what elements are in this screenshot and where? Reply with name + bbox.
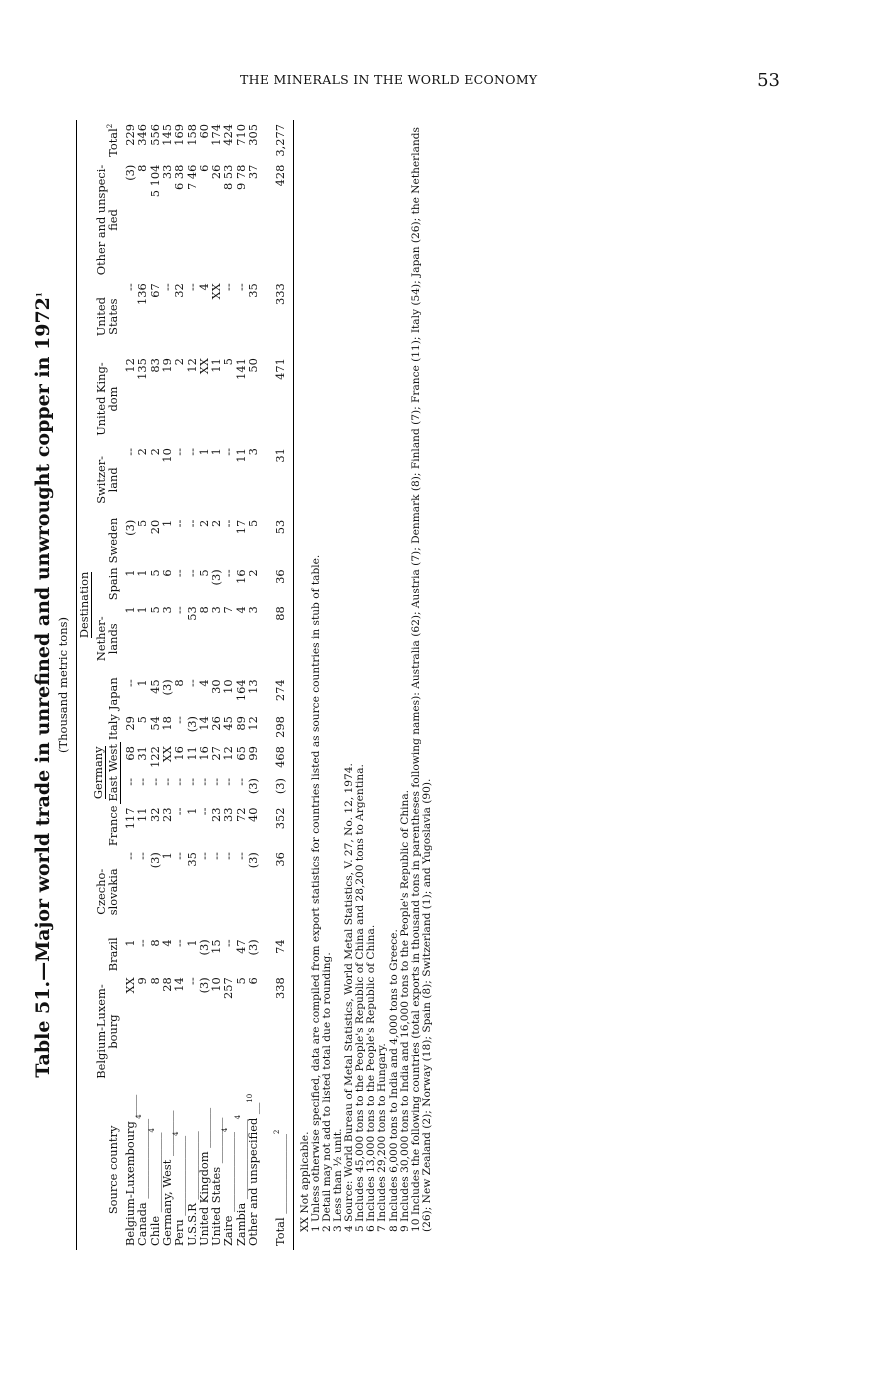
table-title-text: Table 51.—Major world trade in unrefined and unwrought copper in 1972 bbox=[32, 297, 54, 1078]
value-cell: 1 bbox=[159, 519, 174, 527]
value-cell: 5 bbox=[135, 519, 150, 527]
value-cell: 28 bbox=[159, 977, 174, 992]
footnote: 5 Includes 45,000 tons to the People's Republic of China and 28,200 tons to Argentina. bbox=[354, 764, 367, 1232]
value-cell: 10 bbox=[159, 448, 174, 463]
header-col-6: Italy bbox=[106, 714, 121, 741]
source-country-name: Total ______________ bbox=[273, 1134, 288, 1246]
value-cell: -- bbox=[184, 283, 199, 291]
value-cell: -- bbox=[122, 448, 137, 456]
value-cell: -- bbox=[122, 679, 137, 688]
value-cell: (3) bbox=[246, 778, 261, 795]
footnote: 10 Includes the following countries (total exports in thousand tons in parentheses following names): Australia (62); Austria (7); Denmark (8); Finland (7); France (11); Italy (54); Japan (26); the Netherlands (26); New Zealand (2); Norway (18); Spain (8); Switzerland (1); and Yugoslavia (90). bbox=[409, 127, 433, 1232]
footnote: 9 Includes 30,000 tons to India and 16,000 tons to the People's Republic of China. bbox=[398, 789, 411, 1232]
source-country-name: United Kingdom _______ bbox=[196, 1107, 211, 1246]
value-cell: 145 bbox=[159, 124, 174, 146]
value-cell: -- bbox=[172, 778, 187, 786]
value-cell: 23 bbox=[209, 807, 224, 823]
header-col-2: Czecho-slovakia bbox=[93, 868, 121, 916]
value-cell: 136 bbox=[135, 283, 150, 306]
value-cell: -- bbox=[196, 852, 211, 860]
value-cell: 8 53 bbox=[221, 164, 236, 191]
value-cell: -- bbox=[159, 283, 174, 291]
value-cell: 10 bbox=[209, 977, 224, 992]
footnote: 7 Includes 29,200 tons to Hungary. bbox=[376, 1043, 389, 1232]
value-cell: 3,277 bbox=[262, 120, 293, 161]
value-cell: 5 104 bbox=[147, 164, 162, 198]
value-cell: 19 bbox=[159, 358, 174, 373]
value-cell: 2 bbox=[147, 448, 162, 456]
value-cell: 141 bbox=[233, 358, 248, 380]
header-col-9: Spain bbox=[106, 567, 121, 601]
value-cell: 26 bbox=[209, 164, 224, 180]
table-body bbox=[120, 120, 293, 1250]
footnote: 3 Less than ½ unit. bbox=[332, 1128, 345, 1232]
source-country-name: Zambia ______________ bbox=[233, 1119, 248, 1246]
value-cell: 54 bbox=[147, 716, 162, 731]
value-cell: 556 bbox=[147, 124, 162, 146]
value-cell: -- bbox=[184, 448, 199, 456]
value-cell: 11 bbox=[135, 807, 150, 823]
value-cell: 5 bbox=[147, 606, 162, 614]
value-cell: 424 bbox=[221, 124, 236, 146]
header-total-note: 2 bbox=[106, 123, 115, 129]
value-cell: 45 bbox=[147, 679, 162, 694]
value-cell: 40 bbox=[246, 807, 261, 823]
source-country-cell bbox=[247, 1090, 262, 1250]
footnote: XX Not applicable. bbox=[298, 1131, 311, 1232]
source-country-name: Germany, West ________ bbox=[159, 1110, 174, 1246]
value-cell: 11 bbox=[184, 746, 199, 761]
value-cell: (3) bbox=[196, 977, 211, 994]
page-number: 53 bbox=[757, 70, 780, 91]
value-cell: -- bbox=[196, 778, 211, 786]
table-row bbox=[247, 120, 262, 1250]
value-cell: -- bbox=[233, 283, 248, 291]
value-cell: 7 46 bbox=[184, 164, 199, 191]
value-cell: XX bbox=[209, 283, 224, 300]
source-country-note: 4 bbox=[221, 1127, 230, 1133]
value-cell: 20 bbox=[147, 519, 162, 535]
value-cell: 8 bbox=[196, 606, 211, 614]
value-cell: 6 38 bbox=[172, 164, 187, 191]
value-cell: 10 bbox=[221, 679, 236, 694]
value-cell: 471 bbox=[262, 354, 293, 444]
footnote: 2 Detail may not add to listed total due to rounding. bbox=[320, 952, 333, 1232]
value-cell: 2 bbox=[246, 569, 261, 577]
footnote: 1 Unless otherwise specified, data are compiled from export statistics for countries listed as source countries in stub of table. bbox=[309, 554, 322, 1232]
table-row bbox=[222, 120, 234, 1250]
value-cell: -- bbox=[209, 852, 224, 860]
value-cell: -- bbox=[196, 807, 211, 816]
header-col-14: Other and unspeci-fied bbox=[93, 164, 121, 276]
footnote: 6 Includes 13,000 tons to the People's Republic of China. bbox=[365, 924, 378, 1232]
value-cell: 3 bbox=[246, 448, 261, 456]
value-cell: 4 bbox=[196, 679, 211, 687]
running-head bbox=[240, 70, 840, 94]
header-destination: Destination bbox=[77, 571, 91, 639]
value-cell: 5 bbox=[233, 977, 248, 985]
value-cell: 83 bbox=[147, 358, 162, 373]
header-col-3: France bbox=[106, 805, 121, 847]
value-cell: 32 bbox=[147, 807, 162, 823]
value-cell: 333 bbox=[262, 279, 293, 354]
value-cell: (3) bbox=[246, 852, 261, 869]
table-subtitle: (Thousand metric tons) bbox=[56, 616, 70, 754]
value-cell: 174 bbox=[209, 124, 224, 146]
table-row bbox=[136, 120, 148, 1250]
value-cell: 6 bbox=[246, 977, 261, 985]
value-cell: 17 bbox=[233, 519, 248, 535]
source-country-name: Chile ______________ bbox=[147, 1132, 162, 1246]
value-cell: (3) bbox=[262, 774, 293, 804]
value-cell: 158 bbox=[184, 124, 199, 146]
value-cell: 1 bbox=[159, 852, 174, 860]
value-cell: 53 bbox=[184, 606, 199, 621]
value-cell: 11 bbox=[209, 358, 224, 373]
table-total-row bbox=[262, 120, 293, 1250]
value-cell: 2 bbox=[209, 519, 224, 527]
value-cell: -- bbox=[184, 679, 199, 688]
value-cell: 169 bbox=[172, 124, 187, 146]
table-row bbox=[120, 120, 136, 1250]
value-cell: 338 bbox=[262, 973, 293, 1090]
source-country-note: 2 bbox=[273, 1129, 282, 1135]
header-col-1: Brazil bbox=[106, 937, 121, 972]
value-cell: -- bbox=[172, 448, 187, 456]
value-cell: 16 bbox=[233, 569, 248, 584]
source-country-note: 10 bbox=[246, 1093, 255, 1103]
header-source-country: Source country bbox=[77, 1090, 121, 1250]
value-cell: 4 bbox=[159, 939, 174, 947]
value-cell: -- bbox=[172, 569, 187, 578]
value-cell: (3) bbox=[159, 679, 174, 696]
value-cell: 1 bbox=[209, 448, 224, 456]
table-row bbox=[173, 120, 185, 1250]
value-cell: 23 bbox=[159, 807, 174, 823]
value-cell: 352 bbox=[262, 804, 293, 849]
source-country-name: Canada ______________ bbox=[135, 1118, 150, 1246]
value-cell: 12 bbox=[221, 746, 236, 761]
header-col-8: Nether-lands bbox=[93, 616, 121, 662]
source-country-name: Zaire ______________ bbox=[221, 1132, 236, 1246]
value-cell: 33 bbox=[159, 164, 174, 180]
value-cell: 274 bbox=[262, 675, 293, 712]
header-col-13: United States bbox=[93, 297, 121, 337]
source-country-note: 4 bbox=[135, 1114, 144, 1119]
value-cell: 468 bbox=[262, 742, 293, 774]
value-cell: 60 bbox=[196, 124, 211, 139]
value-cell: -- bbox=[172, 716, 187, 724]
value-cell: -- bbox=[172, 852, 187, 860]
value-cell: 1 bbox=[122, 569, 137, 577]
value-cell: -- bbox=[221, 448, 236, 456]
value-cell: 14 bbox=[172, 977, 187, 992]
value-cell: XX bbox=[159, 746, 174, 763]
value-cell: 298 bbox=[262, 712, 293, 742]
value-cell: -- bbox=[221, 519, 236, 528]
value-cell: 99 bbox=[246, 746, 261, 761]
value-cell: 18 bbox=[159, 716, 174, 731]
value-cell: 11 bbox=[233, 448, 248, 463]
table-row bbox=[186, 120, 198, 1250]
value-cell: 5 bbox=[221, 358, 236, 366]
value-cell: 5 bbox=[246, 519, 261, 527]
value-cell: 1 bbox=[122, 939, 137, 947]
value-cell: -- bbox=[172, 807, 187, 816]
source-country-note: 4 bbox=[233, 1114, 242, 1120]
value-cell: 428 bbox=[262, 161, 293, 280]
value-cell: (3) bbox=[184, 716, 199, 733]
source-country-name: Peru ______________ bbox=[172, 1135, 187, 1246]
value-cell: -- bbox=[209, 778, 224, 786]
value-cell: 16 bbox=[172, 746, 187, 761]
value-cell: 8 bbox=[147, 939, 162, 947]
header-total-text: Total bbox=[106, 128, 121, 157]
value-cell: -- bbox=[159, 778, 174, 786]
header-germany: Germany bbox=[91, 746, 106, 800]
value-cell: 65 bbox=[233, 746, 248, 761]
value-cell: (3) bbox=[122, 519, 137, 536]
header-col-10: Sweden bbox=[106, 517, 121, 564]
value-cell: 2 bbox=[196, 519, 211, 527]
value-cell: -- bbox=[184, 519, 199, 528]
value-cell: 72 bbox=[233, 807, 248, 823]
value-cell: 2 bbox=[172, 358, 187, 366]
value-cell: 12 bbox=[122, 358, 137, 373]
value-cell: 36 bbox=[262, 565, 293, 602]
value-cell: -- bbox=[184, 977, 199, 985]
value-cell: -- bbox=[221, 283, 236, 291]
value-cell: -- bbox=[233, 852, 248, 860]
value-cell: 1 bbox=[122, 606, 137, 614]
value-cell: 257 bbox=[221, 977, 236, 999]
footnote: 4 Source: World Bureau of Metal Statistics, World Metal Statistics, V. 27, No. 12, 1974. bbox=[343, 763, 356, 1232]
value-cell: -- bbox=[184, 778, 199, 786]
value-cell: -- bbox=[221, 569, 236, 578]
value-cell: -- bbox=[221, 852, 236, 860]
source-country-name: Belgium-Luxembourg ____ bbox=[122, 1094, 137, 1246]
value-cell: 1 bbox=[135, 606, 150, 614]
table-title-note: 1 bbox=[34, 292, 44, 298]
source-country-name: Other and unspecified __ bbox=[246, 1102, 261, 1246]
value-cell: 305 bbox=[246, 124, 261, 146]
value-cell: 29 bbox=[122, 716, 137, 731]
source-country-cell bbox=[262, 1090, 293, 1250]
value-cell: 5 bbox=[135, 716, 150, 724]
value-cell: -- bbox=[135, 852, 150, 860]
value-cell: 31 bbox=[135, 746, 150, 761]
value-cell: -- bbox=[147, 778, 162, 786]
value-cell: XX bbox=[196, 358, 211, 375]
value-cell: 45 bbox=[221, 716, 236, 731]
value-cell: (3) bbox=[196, 939, 211, 956]
value-cell: 30 bbox=[209, 679, 224, 694]
value-cell: -- bbox=[184, 569, 199, 578]
value-cell: 1 bbox=[184, 939, 199, 947]
footnotes bbox=[300, 120, 433, 1250]
value-cell: 88 bbox=[262, 602, 293, 675]
value-cell: 74 bbox=[262, 935, 293, 973]
table-title bbox=[32, 120, 54, 1250]
value-cell: 7 bbox=[221, 606, 236, 614]
header-col-4: East bbox=[105, 776, 120, 802]
value-cell: (3) bbox=[246, 939, 261, 956]
value-cell: 68 bbox=[122, 746, 137, 761]
value-cell: -- bbox=[135, 939, 150, 948]
value-cell: 37 bbox=[246, 164, 261, 180]
value-cell: 4 bbox=[233, 606, 248, 614]
value-cell: -- bbox=[233, 778, 248, 786]
value-cell: 8 bbox=[172, 679, 187, 687]
value-cell: (3) bbox=[122, 164, 137, 181]
value-cell: 6 bbox=[159, 569, 174, 577]
value-cell: (3) bbox=[209, 569, 224, 586]
value-cell: 9 bbox=[135, 977, 150, 985]
header-col-7: Japan bbox=[106, 677, 121, 711]
value-cell: 13 bbox=[246, 679, 261, 694]
value-cell: -- bbox=[172, 939, 187, 948]
value-cell: 346 bbox=[135, 124, 150, 146]
source-country-name: United States ________ bbox=[209, 1117, 224, 1246]
value-cell: -- bbox=[221, 939, 236, 948]
value-cell: 1 bbox=[135, 679, 150, 687]
value-cell: 1 bbox=[184, 807, 199, 815]
value-cell: 3 bbox=[246, 606, 261, 614]
value-cell: 33 bbox=[221, 807, 236, 823]
value-cell: 135 bbox=[135, 358, 150, 380]
rotated-table-block bbox=[26, 120, 626, 1250]
value-cell: 35 bbox=[246, 283, 261, 298]
value-cell: 5 bbox=[196, 569, 211, 577]
copper-trade-table bbox=[76, 120, 294, 1250]
value-cell: -- bbox=[122, 778, 137, 786]
value-cell: 8 bbox=[135, 164, 150, 172]
value-cell: 35 bbox=[184, 852, 199, 867]
value-cell: 32 bbox=[172, 283, 187, 298]
value-cell: -- bbox=[135, 778, 150, 786]
value-cell: -- bbox=[172, 519, 187, 528]
value-cell: 12 bbox=[246, 716, 261, 731]
value-cell: 164 bbox=[233, 679, 248, 702]
value-cell: 50 bbox=[246, 358, 261, 373]
value-cell: 8 bbox=[147, 977, 162, 985]
value-cell: 2 bbox=[135, 448, 150, 456]
value-cell: 26 bbox=[209, 716, 224, 731]
value-cell: 710 bbox=[233, 124, 248, 146]
value-cell: 1 bbox=[135, 569, 150, 577]
value-cell: 89 bbox=[233, 716, 248, 731]
value-cell: 4 bbox=[196, 283, 211, 291]
value-cell: 3 bbox=[209, 606, 224, 614]
value-cell: -- bbox=[122, 852, 137, 860]
value-cell: 1 bbox=[196, 448, 211, 456]
header-col-0: Belgium-Luxem-bourg bbox=[93, 984, 121, 1079]
value-cell: -- bbox=[221, 778, 236, 786]
source-country-note: 4 bbox=[147, 1128, 156, 1133]
source-country-cell bbox=[120, 1090, 136, 1250]
value-cell: 229 bbox=[122, 124, 137, 146]
header-col-15 bbox=[91, 120, 120, 161]
value-cell: 3 bbox=[159, 606, 174, 614]
value-cell: 14 bbox=[196, 716, 211, 731]
value-cell: -- bbox=[172, 606, 187, 614]
value-cell: 9 78 bbox=[233, 164, 248, 191]
header-col-11: Switzer-land bbox=[93, 455, 121, 504]
value-cell: (3) bbox=[147, 852, 162, 869]
source-country-note: 4 bbox=[172, 1131, 181, 1136]
value-cell: 53 bbox=[262, 516, 293, 566]
value-cell: 36 bbox=[262, 848, 293, 935]
footnote: 8 Includes 6,000 tons to India and 4,000 tons to Greece. bbox=[387, 929, 400, 1232]
value-cell: 47 bbox=[233, 939, 248, 954]
value-cell: 31 bbox=[262, 444, 293, 516]
value-cell: 15 bbox=[209, 939, 224, 954]
header-col-5: West bbox=[105, 744, 120, 773]
value-cell: 16 bbox=[196, 746, 211, 761]
value-cell: 27 bbox=[209, 746, 224, 761]
value-cell: XX bbox=[122, 977, 137, 994]
value-cell: -- bbox=[122, 283, 137, 291]
header-col-12: United King-dom bbox=[93, 362, 121, 436]
source-country-name: U.S.S.R ____________ bbox=[184, 1131, 199, 1246]
value-cell: 5 bbox=[147, 569, 162, 577]
value-cell: 117 bbox=[122, 807, 137, 830]
value-cell: 67 bbox=[147, 283, 162, 298]
running-head-title: THE MINERALS IN THE WORLD ECONOMY bbox=[240, 72, 538, 87]
value-cell: 12 bbox=[184, 358, 199, 373]
value-cell: 6 bbox=[196, 164, 211, 172]
value-cell: 122 bbox=[147, 746, 162, 768]
